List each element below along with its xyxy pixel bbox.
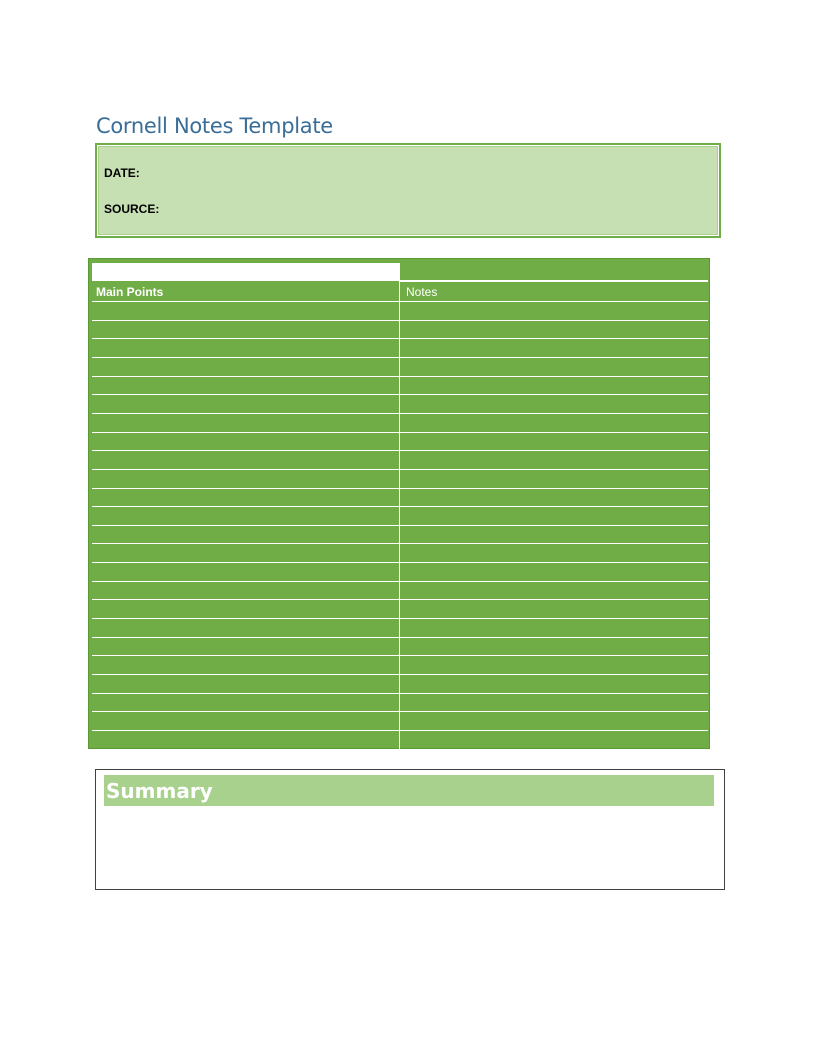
table-row-line <box>92 301 708 302</box>
summary-header <box>104 775 714 806</box>
table-top-divider <box>400 280 708 282</box>
date-label: DATE: <box>104 166 140 180</box>
table-row-line <box>92 413 708 414</box>
table-row-line <box>92 394 708 395</box>
table-row-line <box>92 562 708 563</box>
table-row-line <box>92 432 708 433</box>
table-row-line <box>92 730 708 731</box>
table-row-line <box>92 543 708 544</box>
table-row-line <box>92 618 708 619</box>
summary-box <box>95 769 725 890</box>
table-row-line <box>92 637 708 638</box>
table-row-line <box>92 674 708 675</box>
table-row-line <box>92 338 708 339</box>
table-row-line <box>92 320 708 321</box>
source-label: SOURCE: <box>104 202 160 216</box>
table-row-line <box>92 711 708 712</box>
table-row-line <box>92 376 708 377</box>
notes-table <box>88 258 710 749</box>
table-row-line <box>92 357 708 358</box>
info-box <box>95 143 721 238</box>
table-row-line <box>92 655 708 656</box>
summary-title: Summary <box>106 779 213 803</box>
table-row-line <box>92 599 708 600</box>
table-row-line <box>92 506 708 507</box>
table-row-line <box>92 450 708 451</box>
main-points-header: Main Points <box>96 285 164 299</box>
table-row-line <box>92 488 708 489</box>
table-row-line <box>92 749 708 750</box>
page-title: Cornell Notes Template <box>96 114 333 138</box>
notes-header: Notes <box>406 285 438 299</box>
table-row-line <box>92 525 708 526</box>
table-top-blank-cell <box>92 263 399 281</box>
table-row-line <box>92 581 708 582</box>
table-row-line <box>92 469 708 470</box>
table-row-line <box>92 693 708 694</box>
